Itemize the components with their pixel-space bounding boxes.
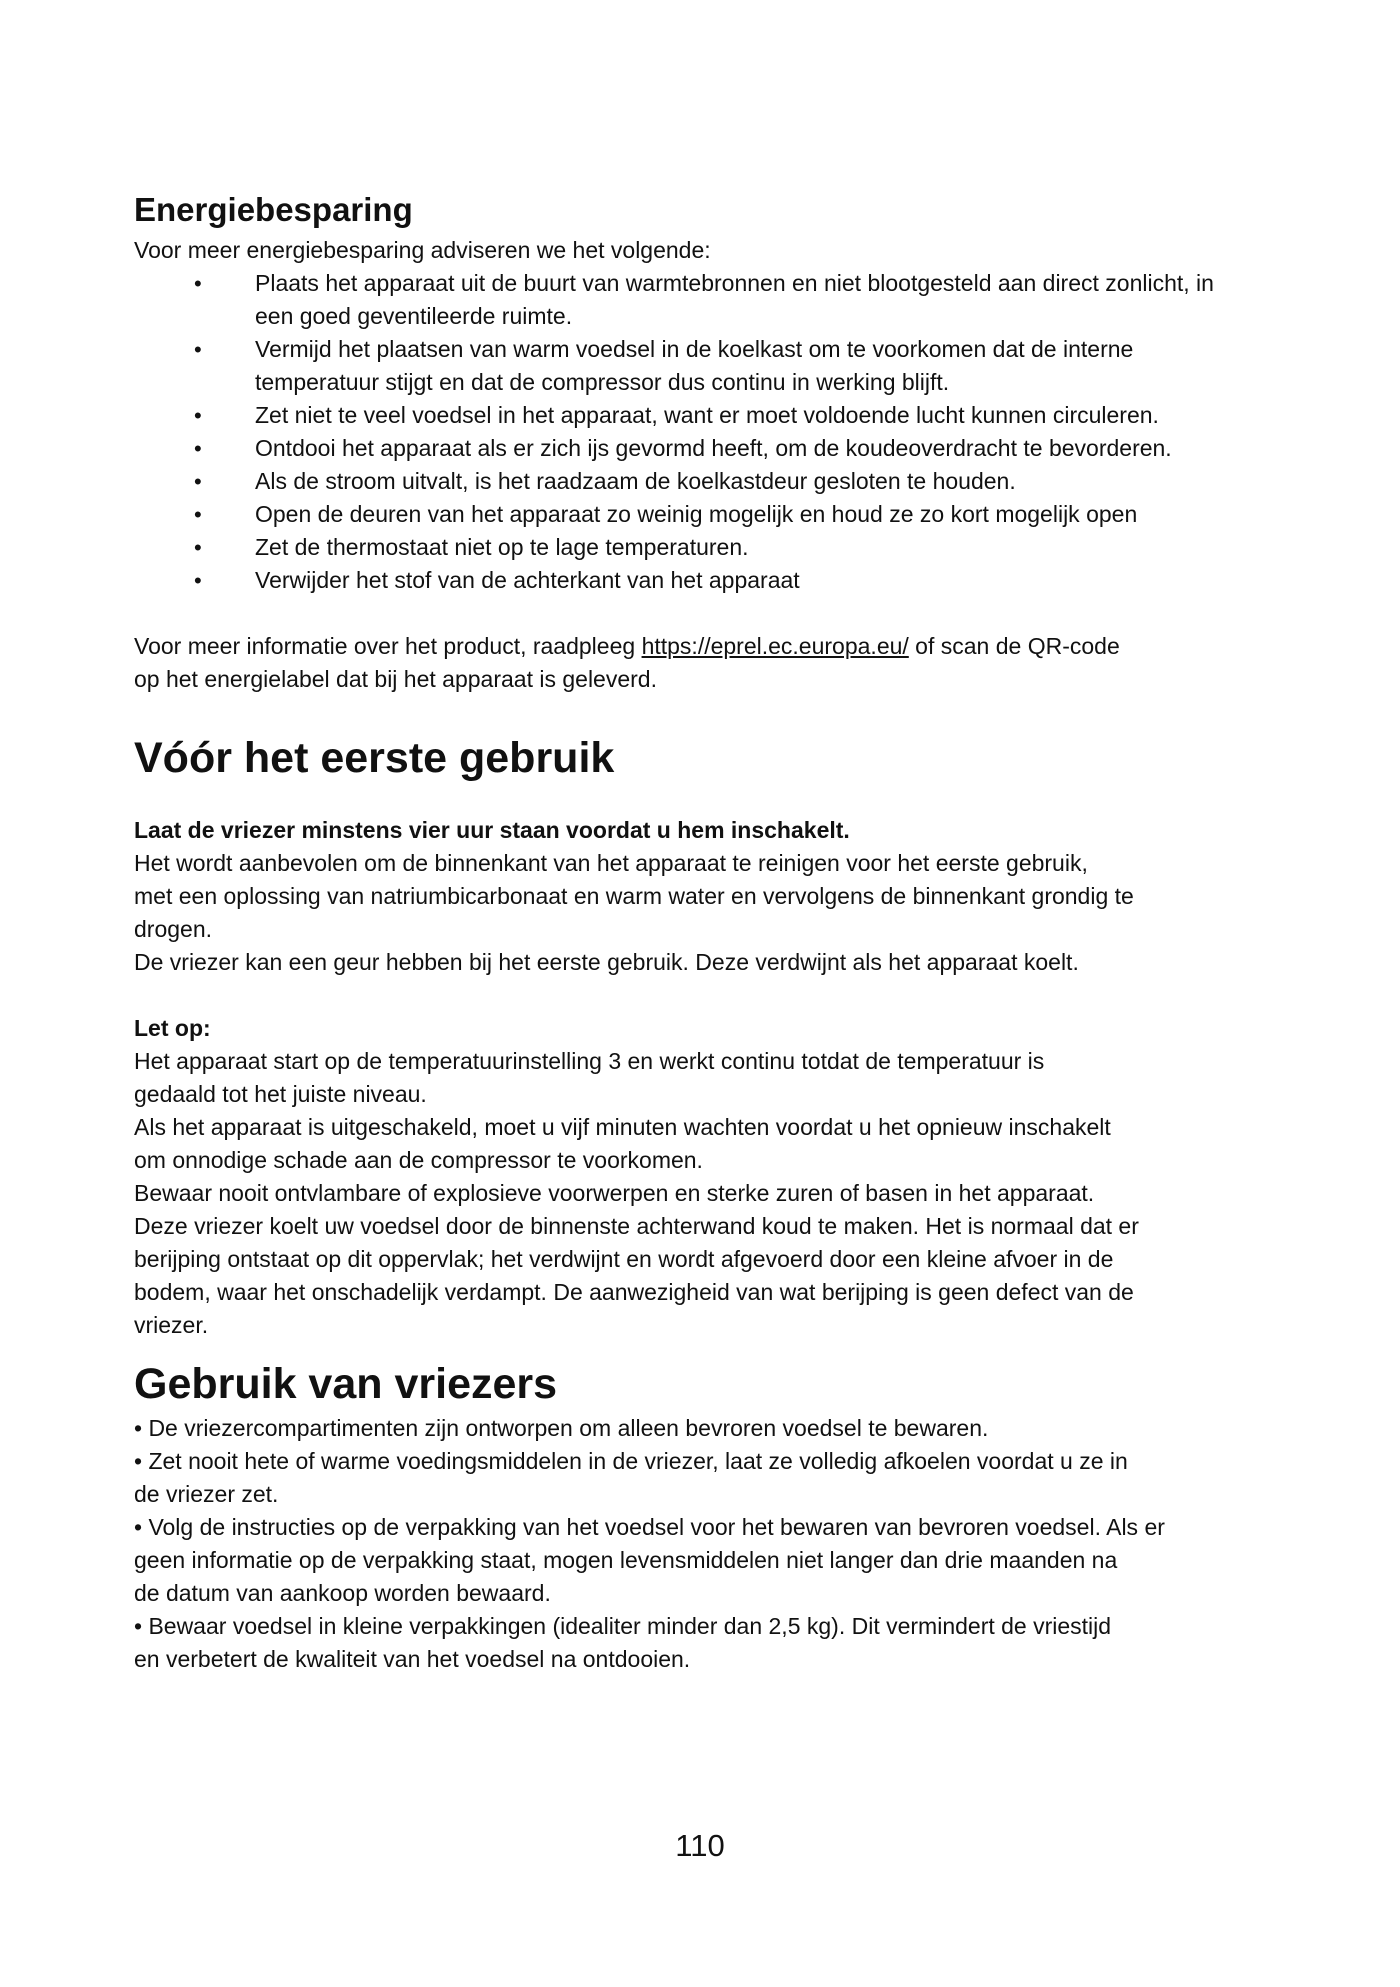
tip-text: Vermijd het plaatsen van warm voedsel in de koelkast om te voorkomen dat de interne temperatuur stijgt en dat de compressor dus continu in werking blijft. — [255, 336, 1134, 395]
freezer-use-line: en verbetert de kwaliteit van het voedsel na ontdooien. — [134, 1646, 691, 1672]
first-use-line: De vriezer kan een geur hebben bij het eerste gebruik. Deze verdwijnt als het apparaat koelt. — [134, 949, 1079, 975]
freezer-use-line: de vriezer zet. — [134, 1481, 279, 1507]
tip-text: Zet de thermostaat niet op te lage temperaturen. — [255, 534, 749, 560]
info-paragraph — [134, 630, 1234, 663]
tip-text: Zet niet te veel voedsel in het apparaat, want er moet voldoende lucht kunnen circuleren. — [255, 402, 1159, 428]
page-number: 110 — [675, 1828, 725, 1863]
attention-line: Als het apparaat is uitgeschakeld, moet u vijf minuten wachten voordat u het opnieuw inschakelt — [134, 1114, 1111, 1140]
attention-line: Deze vriezer koelt uw voedsel door de binnenste achterwand koud te maken. Het is normaal dat er — [134, 1213, 1139, 1239]
attention-line: om onnodige schade aan de compressor te voorkomen. — [134, 1147, 703, 1173]
eprel-link[interactable]: https://eprel.ec.europa.eu/ — [641, 633, 909, 659]
tip-text: Open de deuren van het apparaat zo weinig mogelijk en houd ze zo kort mogelijk open — [255, 501, 1138, 527]
tip-text: Ontdooi het apparaat als er zich ijs gevormd heeft, om de koudeoverdracht te bevorderen. — [255, 435, 1172, 461]
first-use-bold-note: Laat de vriezer minstens vier uur staan voordat u hem inschakelt. — [134, 817, 850, 843]
energy-tips-list — [134, 267, 1234, 597]
list-item — [134, 333, 1234, 399]
bullet-icon: • — [194, 502, 202, 527]
first-use-line: met een oplossing van natriumbicarbonaat en warm water en vervolgens de binnenkant grondig te — [134, 883, 1134, 909]
freezer-use-line: de datum van aankoop worden bewaard. — [134, 1580, 551, 1606]
attention-line: bodem, waar het onschadelijk verdampt. De aanwezigheid van wat berijping is geen defect van de — [134, 1279, 1134, 1305]
list-item — [134, 564, 1234, 597]
list-item — [134, 498, 1234, 531]
attention-line: Het apparaat start op de temperatuurinstelling 3 en werkt continu totdat de temperatuur is — [134, 1048, 1045, 1074]
bullet-icon: • — [194, 337, 202, 362]
list-item — [134, 432, 1234, 465]
attention-line: Bewaar nooit ontvlambare of explosieve voorwerpen en sterke zuren of basen in het apparaat. — [134, 1180, 1095, 1206]
bullet-icon: • — [194, 271, 202, 296]
freezer-use-line: geen informatie op de verpakking staat, mogen levensmiddelen niet langer dan drie maanden na — [134, 1547, 1118, 1573]
list-item — [134, 531, 1234, 564]
bullet-icon: • — [194, 436, 202, 461]
info-paragraph-line-2: op het energielabel dat bij het apparaat is geleverd. — [134, 666, 657, 692]
bullet-icon: • — [194, 469, 202, 494]
freezer-use-line: • Bewaar voedsel in kleine verpakkingen (idealiter minder dan 2,5 kg). Dit vermindert de vriestijd — [134, 1613, 1112, 1639]
info-text: Voor meer informatie over het product, raadpleeg — [134, 633, 642, 659]
attention-line: berijping ontstaat op dit oppervlak; het verdwijnt en wordt afgevoerd door een kleine afvoer in de — [134, 1246, 1114, 1272]
document-page — [134, 188, 1234, 1676]
freezer-use-heading: Gebruik van vriezers — [134, 1360, 558, 1408]
attention-line: vriezer. — [134, 1312, 209, 1338]
info-text-after: of scan de QR-code — [908, 633, 1120, 659]
attention-line: gedaald tot het juiste niveau. — [134, 1081, 427, 1107]
list-item — [134, 267, 1234, 333]
tip-text: Verwijder het stof van de achterkant van het apparaat — [255, 567, 800, 593]
tip-text: Als de stroom uitvalt, is het raadzaam de koelkastdeur gesloten te houden. — [255, 468, 1016, 494]
energy-intro: Voor meer energiebesparing adviseren we het volgende: — [134, 237, 711, 263]
energy-heading: Energiebesparing — [134, 191, 413, 228]
first-use-line: drogen. — [134, 916, 213, 942]
first-use-line: Het wordt aanbevolen om de binnenkant van het apparaat te reinigen voor het eerste gebruik, — [134, 850, 1088, 876]
list-item — [134, 465, 1234, 498]
tip-text: Plaats het apparaat uit de buurt van warmtebronnen en niet blootgesteld aan direct zonlicht, in een goed geventileerde ruimte. — [255, 270, 1214, 329]
bullet-icon: • — [194, 535, 202, 560]
freezer-use-line: • De vriezercompartimenten zijn ontworpen om alleen bevroren voedsel te bewaren. — [134, 1415, 989, 1441]
first-use-heading: Vóór het eerste gebruik — [134, 734, 615, 782]
bullet-icon: • — [194, 568, 202, 593]
freezer-use-line: • Zet nooit hete of warme voedingsmiddelen in de vriezer, laat ze volledig afkoelen voordat u ze in — [134, 1448, 1128, 1474]
attention-label: Let op: — [134, 1015, 211, 1041]
bullet-icon: • — [194, 403, 202, 428]
list-item — [134, 399, 1234, 432]
freezer-use-line: • Volg de instructies op de verpakking van het voedsel voor het bewaren van bevroren voedsel. Als er — [134, 1514, 1165, 1540]
